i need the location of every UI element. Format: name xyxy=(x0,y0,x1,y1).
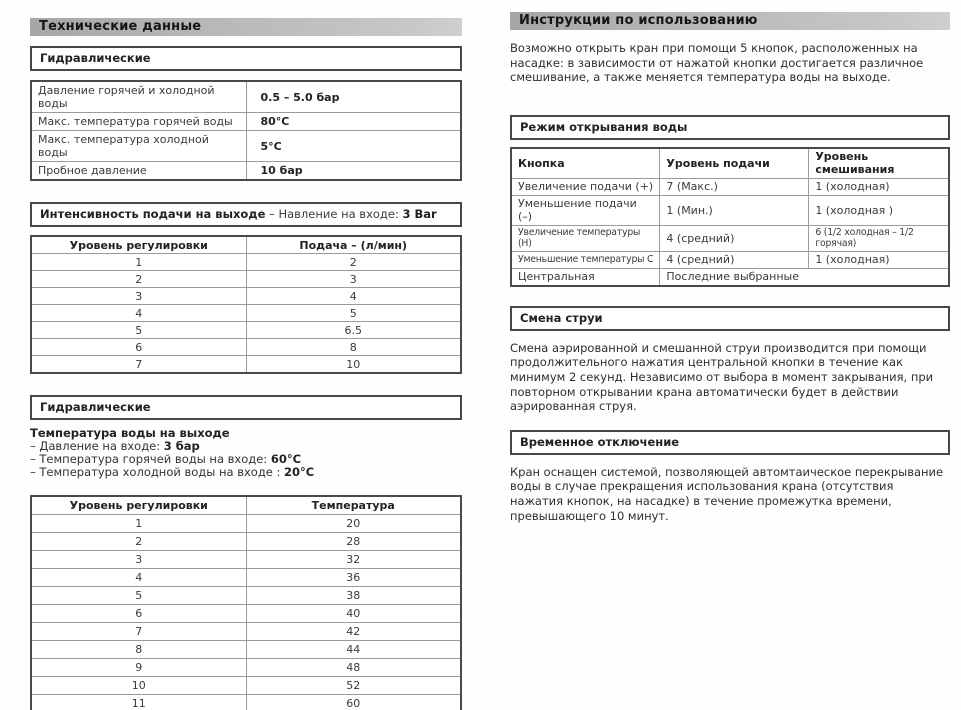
hydraulic-box-label: Гидравлические xyxy=(40,51,151,65)
level-cell: 8 xyxy=(31,640,246,658)
supply-cell: 4 (средний) xyxy=(660,251,809,268)
table-row xyxy=(511,225,949,251)
level-cell: 5 xyxy=(31,586,246,604)
temp-cell: 38 xyxy=(246,586,461,604)
section-header-label: Технические данные xyxy=(39,19,202,34)
mix-cell: 1 (холодная ) xyxy=(809,195,949,225)
spec-value: 5°C xyxy=(246,131,461,162)
supply-cell: 1 (Мин.) xyxy=(660,195,809,225)
flow-cell: 2 xyxy=(246,254,461,271)
column-header: Кнопка xyxy=(511,148,660,179)
jet-change-paragraph: Смена аэрированной и смешанной струи производится при помощи продолжительного нажатия центральной кнопки в течение как минимум 2 секунд. Независимо от выбора в момент закрывания, при повторном открывании крана автоматически будет в действии аэрированная струя. xyxy=(510,340,934,414)
level-cell: 4 xyxy=(31,305,246,322)
supply-cell: 7 (Макс.) xyxy=(660,178,809,195)
timeout-box-title xyxy=(510,430,950,455)
flow-cell: 10 xyxy=(246,356,461,374)
mix-cell: 1 (холодная) xyxy=(809,178,949,195)
flow-title-value: 3 Bar xyxy=(402,207,437,221)
hydraulic-box-title xyxy=(30,46,462,71)
level-cell: 3 xyxy=(31,550,246,568)
column-header: Уровень смешивания xyxy=(809,148,949,179)
temp-cell: 42 xyxy=(246,622,461,640)
temp-cell: 32 xyxy=(246,550,461,568)
column-header: Уровень регулировки xyxy=(31,236,246,254)
table-row xyxy=(511,251,949,268)
table-header-row xyxy=(31,496,461,515)
flow-cell: 5 xyxy=(246,305,461,322)
table-row xyxy=(31,568,461,586)
table-row xyxy=(31,131,461,162)
column-header: Уровень подачи xyxy=(660,148,809,179)
mix-cell: 6 (1/2 холодная – 1/2 горячая) xyxy=(809,225,949,251)
spec-value: 0.5 – 5.0 бар xyxy=(246,81,461,113)
temp-cell: 28 xyxy=(246,532,461,550)
temperature-table xyxy=(30,495,462,710)
table-row xyxy=(31,604,461,622)
bullet-value: 60°C xyxy=(270,452,302,467)
table-row xyxy=(31,356,461,374)
flow-cell: 3 xyxy=(246,271,461,288)
column-header: Температура xyxy=(246,496,461,515)
open-mode-label: Режим открывания воды xyxy=(520,119,688,134)
flow-title-mid: – Навление на входе: xyxy=(265,207,403,221)
hydraulic-spec-table xyxy=(30,80,462,181)
spec-label: Макс. температура горячей воды xyxy=(31,113,246,131)
jet-change-box-title xyxy=(510,306,950,331)
spec-value: 10 бар xyxy=(246,162,461,181)
flow-cell: 4 xyxy=(246,288,461,305)
table-header-row xyxy=(511,148,949,179)
table-row xyxy=(31,640,461,658)
table-row xyxy=(31,162,461,181)
flow-intensity-box-title xyxy=(30,202,462,227)
open-mode-box-title xyxy=(510,115,950,140)
level-cell: 1 xyxy=(31,514,246,532)
bullet-value: 3 бар xyxy=(163,439,200,453)
level-cell: 7 xyxy=(31,622,246,640)
section-header-instructions xyxy=(510,12,950,30)
spec-label: Давление горячей и холодной воды xyxy=(31,81,246,113)
button-cell: Увеличение подачи (+) xyxy=(511,178,660,195)
table-row xyxy=(31,322,461,339)
level-cell: 2 xyxy=(31,271,246,288)
temp-cell: 60 xyxy=(246,694,461,710)
level-cell: 7 xyxy=(31,356,246,374)
table-row xyxy=(31,622,461,640)
section-header-label: Инструкции по использованию xyxy=(519,13,758,28)
timeout-label: Временное отключение xyxy=(520,434,680,449)
table-row xyxy=(511,178,949,195)
table-row xyxy=(31,532,461,550)
bullet-line xyxy=(30,466,462,479)
level-cell: 5 xyxy=(31,322,246,339)
table-row xyxy=(31,586,461,604)
temp-cell: 36 xyxy=(246,568,461,586)
table-row xyxy=(31,113,461,131)
temp-cell: 44 xyxy=(246,640,461,658)
level-cell: 9 xyxy=(31,658,246,676)
spec-value: 80°C xyxy=(246,113,461,131)
button-cell: Центральная xyxy=(511,268,660,286)
table-header-row xyxy=(31,236,461,254)
spec-label: Пробное давление xyxy=(31,162,246,181)
jet-change-label: Смена струи xyxy=(520,310,603,325)
table-row xyxy=(31,514,461,532)
hydraulic-box2-label: Гидравлические xyxy=(40,400,151,414)
temp-cell: 40 xyxy=(246,604,461,622)
intro-paragraph: Возможно открыть кран при помощи 5 кнопок, расположенных на насадке: в зависимости от нажатой кнопки достигается различное смешивание, а также меняется температура воды на выходе. xyxy=(510,41,924,85)
table-row xyxy=(511,268,949,286)
flow-title-bold: Интенсивность подачи на выходе xyxy=(40,207,266,221)
level-cell: 11 xyxy=(31,694,246,710)
table-row xyxy=(31,254,461,271)
outlet-temp-subtitle: Температура воды на выходе xyxy=(30,426,230,440)
flow-cell: 6.5 xyxy=(246,322,461,339)
bullet-label: – Давление на входе: xyxy=(30,439,164,453)
button-cell: Уменьшение температуры C xyxy=(511,251,660,268)
bullet-label: – Температура горячей воды на входе: xyxy=(30,452,271,467)
temp-cell: 52 xyxy=(246,676,461,694)
mix-cell: 1 (холодная) xyxy=(809,251,949,268)
hydraulic-box2-title xyxy=(30,395,462,420)
column-header: Уровень регулировки xyxy=(31,496,246,515)
temp-cell: 48 xyxy=(246,658,461,676)
table-row xyxy=(31,339,461,356)
level-cell: 10 xyxy=(31,676,246,694)
bullet-value: 20°C xyxy=(284,465,315,480)
column-header: Подача – (л/мин) xyxy=(246,236,461,254)
table-row xyxy=(511,195,949,225)
timeout-paragraph: Кран оснащен системой, позволяющей автомтаическое перекрывание воды в случае прекращения использования крана (отсутствия нажатия кнопок, на насадке) в течение промежутка времени, превышающего 10 минут. xyxy=(510,464,944,523)
technical-data-column xyxy=(30,0,462,710)
table-row xyxy=(31,694,461,710)
table-row xyxy=(31,271,461,288)
spec-label: Макс. температура холодной воды xyxy=(31,131,246,162)
open-mode-table xyxy=(510,147,950,287)
flow-table xyxy=(30,235,462,374)
supply-cell: 4 (средний) xyxy=(660,225,809,251)
merged-value-cell: Последние выбранные xyxy=(660,268,949,286)
level-cell: 3 xyxy=(31,288,246,305)
section-header-technical-data xyxy=(30,18,462,36)
level-cell: 6 xyxy=(31,339,246,356)
usage-instructions-column xyxy=(510,0,950,523)
table-row xyxy=(31,676,461,694)
table-row xyxy=(31,658,461,676)
level-cell: 2 xyxy=(31,532,246,550)
table-row xyxy=(31,305,461,322)
level-cell: 6 xyxy=(31,604,246,622)
table-row xyxy=(31,81,461,113)
flow-cell: 8 xyxy=(246,339,461,356)
temp-cell: 20 xyxy=(246,514,461,532)
level-cell: 4 xyxy=(31,568,246,586)
button-cell: Увеличение температуры (H) xyxy=(511,225,660,251)
table-row xyxy=(31,550,461,568)
button-cell: Уменьшение подачи (–) xyxy=(511,195,660,225)
bullet-label: – Температура холодной воды на входе : xyxy=(30,465,285,480)
level-cell: 1 xyxy=(31,254,246,271)
table-row xyxy=(31,288,461,305)
